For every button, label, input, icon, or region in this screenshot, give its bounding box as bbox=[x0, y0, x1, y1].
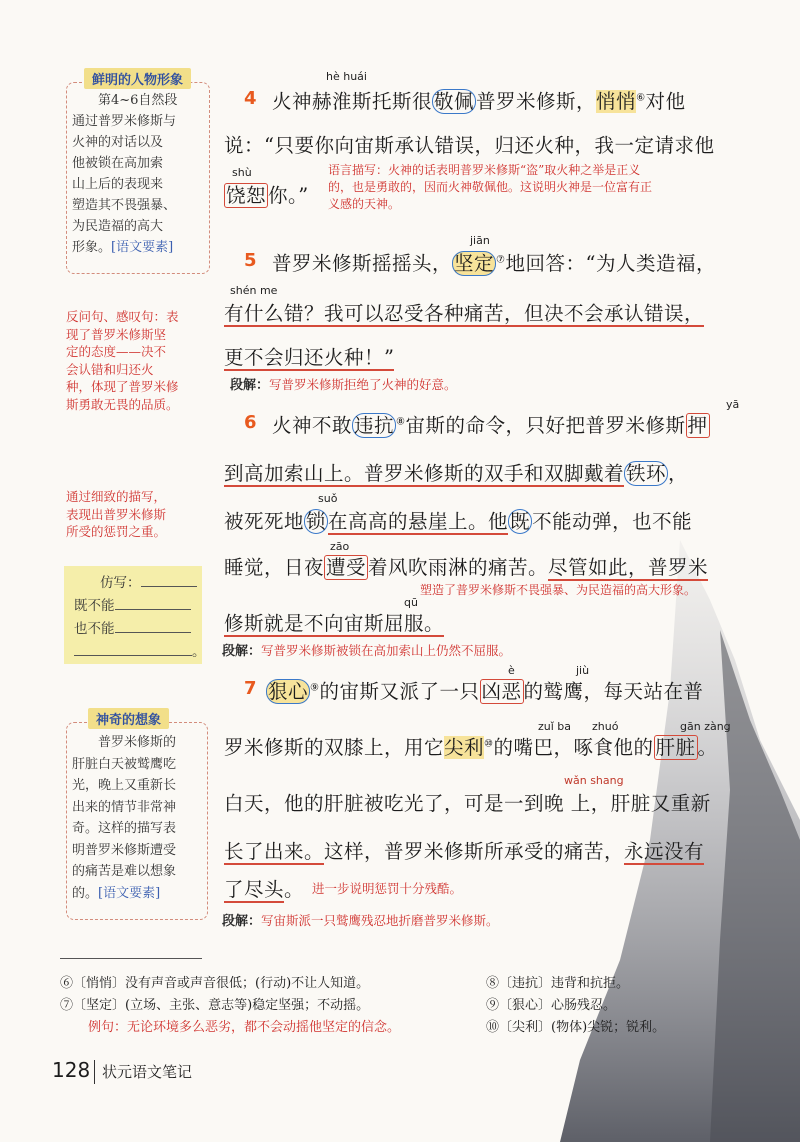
pinyin-shu: shù bbox=[232, 166, 252, 179]
p6-line-5: 修斯就是不向宙斯屈服。 bbox=[224, 612, 445, 635]
pinyin-e: è bbox=[508, 664, 515, 677]
pinyin-zui-ba: zuǐ ba bbox=[538, 720, 572, 733]
footnote-7: ⑦〔坚定〕(立场、主张、意志等)稳定坚强；不动摇。 bbox=[60, 998, 370, 1013]
sidebar-note-rhetoric: 反问句、感叹句：表 现了普罗米修斯坚 定的态度——决不 会认错和归还火 种，体现了普罗米修 斯勇敢无畏的品质。 bbox=[66, 309, 179, 412]
p4-line-3: 饶恕 你。” bbox=[226, 184, 309, 207]
paragraph-number-5: 5 bbox=[244, 250, 257, 271]
pinyin-zhuo: zhuó bbox=[592, 720, 619, 733]
p7-annotation: 进一步说明惩罚十分残酷。 bbox=[312, 881, 463, 896]
footnote-8: ⑧〔违抗〕违背和抗拒。 bbox=[486, 976, 630, 991]
p6-line-2: 到高加索山上。普罗米修斯的双手和双脚戴着 铁环 ， bbox=[224, 462, 689, 485]
sidebar-note-description: 通过细致的描写， 表现出普罗米修斯 所受的惩罚之重。 bbox=[66, 489, 167, 539]
pinyin-jian: jiān bbox=[470, 234, 490, 247]
practice-text: 仿写： 既不能 也不能 。 bbox=[74, 575, 206, 660]
p6-line-1: 火神不敢 违抗 ⑧宙斯的命令，只好把普罗米修斯 押 bbox=[272, 414, 708, 437]
p6-paragraph-summary: 段解：写普罗米修斯被锁在高加索山上仍然不屈服。 bbox=[222, 643, 512, 659]
p5-line-2: 有什么错？我可以忍受各种痛苦，但决不会承认错误， bbox=[224, 302, 705, 325]
p6-line-3: 被死死地 锁 在高高的悬崖上。他 既 不能动弹，也不能 bbox=[224, 510, 693, 533]
sidebar-title-character: 鲜明的人物形象 bbox=[84, 68, 191, 89]
p6-line-4: 睡觉，日夜 遭受 着风吹雨淋的痛苦。尽管如此，普罗米 bbox=[224, 556, 709, 579]
p7-line-2: 罗米修斯的双膝上，用它尖利⑩的嘴巴，啄食他的 肝脏 。 bbox=[224, 736, 718, 759]
p7-line-3: 白天，他的肝脏被吃光了，可是一到晚 上，肝脏又重新 bbox=[224, 792, 711, 815]
footnote-7-example: 例句：无论环境多么恶劣，都不会动摇他坚定的信念。 bbox=[88, 1020, 401, 1035]
sidebar-title-imagination: 神奇的想象 bbox=[88, 708, 169, 729]
sidebar-text-character: 第4~6自然段 通过普罗米修斯与 火神的对话以及 他被锁在高加索 山上后的表现来 塑造其不畏强暴、 为民造福的高大 形象。[语文要素] bbox=[72, 93, 178, 255]
p4-line-1: 火神赫淮斯托斯很 敬佩 普罗米修斯，悄悄⑥对他 bbox=[272, 90, 686, 113]
p7-line-5: 了尽头。 bbox=[224, 878, 305, 901]
pinyin-suo: suǒ bbox=[318, 492, 338, 505]
pinyin-zao: zāo bbox=[330, 540, 350, 553]
p6-annotation: 塑造了普罗米修斯不畏强暴、为民造福的高大形象。 bbox=[420, 583, 697, 597]
paragraph-number-6: 6 bbox=[244, 412, 257, 433]
pinyin-jiu: jiù bbox=[576, 664, 590, 677]
p5-paragraph-summary: 段解：写普罗米修斯拒绝了火神的好意。 bbox=[230, 377, 457, 393]
footnote-6: ⑥〔悄悄〕没有声音或声音很低；(行动)不让人知道。 bbox=[60, 976, 370, 991]
paragraph-number-7: 7 bbox=[244, 678, 257, 699]
pinyin-wan-shang: wǎn shang bbox=[564, 774, 624, 787]
footnote-divider bbox=[60, 958, 202, 959]
footer-divider bbox=[94, 1060, 95, 1084]
paragraph-number-4: 4 bbox=[244, 88, 257, 109]
pinyin-gan-zang: gān zàng bbox=[680, 720, 731, 733]
pinyin-qu: qū bbox=[404, 596, 418, 609]
p7-line-4: 长了出来。这样，普罗米修斯所承受的痛苦，永远没有 bbox=[224, 840, 705, 863]
p4-annotation: 语言描写：火神的话表明普罗米修斯“盗”取火种之举是正义 的，也是勇敢的，因而火神敬佩他。这说明火神是一位富有正 义感的天神。 bbox=[328, 163, 653, 211]
p4-line-2: 说：“只要你向宙斯承认错误，归还火种，我一定请求他 bbox=[224, 134, 715, 157]
pinyin-he-huai: hè huái bbox=[326, 70, 367, 83]
footnote-9: ⑨〔狠心〕心肠残忍。 bbox=[486, 998, 617, 1013]
p7-line-1: 狠心 ⑨的宙斯又派了一只 凶恶 的鹫鹰，每天站在普 bbox=[268, 680, 704, 703]
footnote-10: ⑩〔尖利〕(物体)尖锐；锐利。 bbox=[486, 1020, 666, 1035]
p7-paragraph-summary: 段解：写宙斯派一只鹫鹰残忍地折磨普罗米修斯。 bbox=[222, 913, 499, 929]
p5-line-1: 普罗米修斯摇摇头， 坚定 ⑦地回答：“为人类造福， bbox=[272, 252, 716, 275]
pinyin-ya: yā bbox=[726, 398, 740, 411]
page-number: 128 bbox=[52, 1058, 91, 1082]
pinyin-shen-me: shén me bbox=[230, 284, 278, 297]
book-title: 状元语文笔记 bbox=[102, 1063, 193, 1081]
p5-line-3: 更不会归还火种！” bbox=[224, 346, 395, 369]
sidebar-text-imagination: 普罗米修斯的 肝脏白天被鹫鹰吃 光，晚上又重新长 出来的情节非常神 奇。这样的描写表 明普罗米修斯遭受 的痛苦是难以想象 的。[语文要素] bbox=[72, 735, 177, 901]
